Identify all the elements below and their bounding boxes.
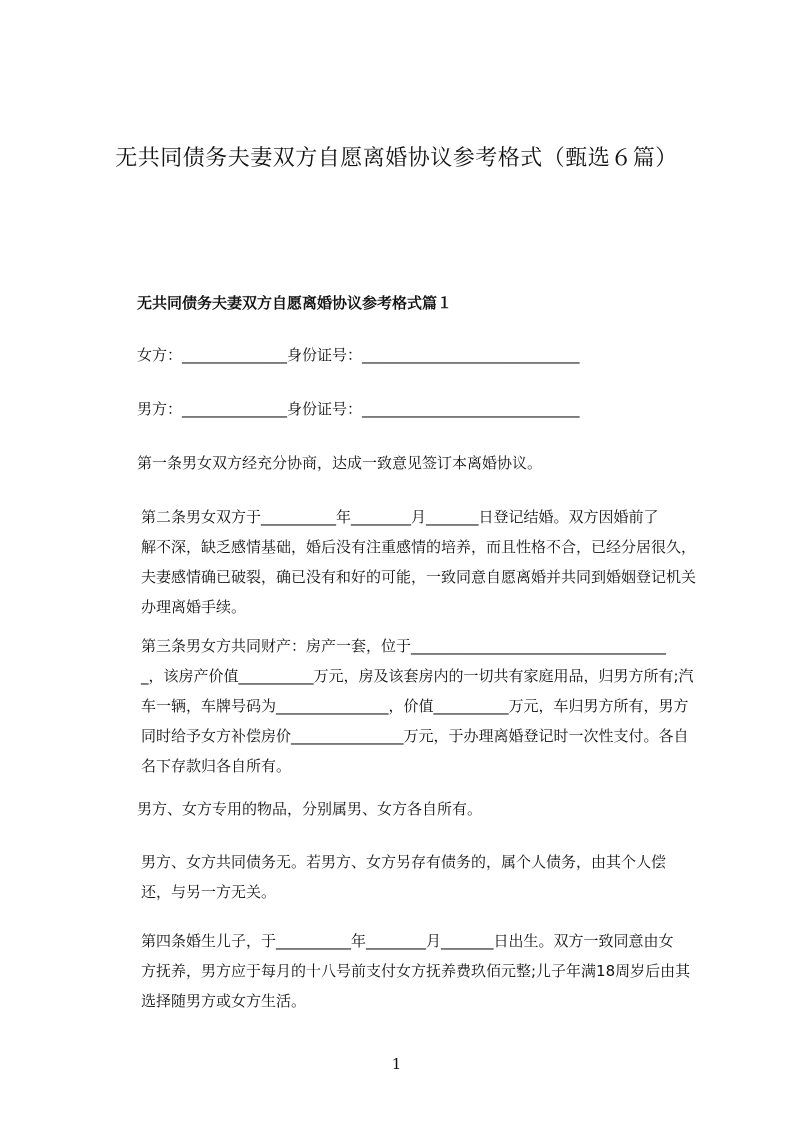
article-4-line: 第四条婚生儿子，于__________年________月_______日出生。双方一致同意由女 <box>141 932 674 950</box>
section-heading: 无共同债务夫妻双方自愿离婚协议参考格式篇１ <box>137 294 453 312</box>
article-2 <box>137 502 717 622</box>
personal-items-clause: 男方、女方专用的物品，分别属男、女方各自所有。 <box>137 800 483 818</box>
article-3-line: 同时给予女方补偿房价_______________万元，于办理离婚登记时一次性支付。各自 <box>141 727 689 745</box>
article-3-line: _，该房产价值__________万元，房及该套房内的一切共有家庭用品，归男方所有;汽 <box>141 667 694 685</box>
article-2-line: 夫妻感情确已破裂，确已没有和好的可能，一致同意自愿离婚并共同到婚姻登记机关 <box>141 568 697 586</box>
article-3-line: 车一辆，车牌号码为_______________，价值__________万元，车归男方所有，男方 <box>141 697 689 715</box>
article-2-line: 解不深，缺乏感情基础，婚后没有注重感情的培养，而且性格不合，已经分居很久， <box>141 538 697 556</box>
male-party-line: 男方：______________身份证号：_____________________________ <box>137 400 580 418</box>
article-3-line: 名下存款归各自所有。 <box>141 757 292 775</box>
document-title: 无共同债务夫妻双方自愿离婚协议参考格式（甄选６篇） <box>115 146 678 171</box>
article-3-line: 第三条男女方共同财产：房产一套，位于__________________________________ <box>141 637 667 655</box>
debt-clause <box>137 847 717 907</box>
article-4-line: 方抚养，男方应于每月的十八号前支付女方抚养费玖佰元整;儿子年满18周岁后由其 <box>141 962 691 980</box>
debt-clause-line: 还，与另一方无关。 <box>141 883 277 901</box>
article-2-line: 第二条男女双方于__________年________月_______日登记结婚。双方因婚前了 <box>141 508 659 526</box>
page-number: 1 <box>391 1055 402 1073</box>
article-4 <box>137 926 717 1016</box>
article-2-line: 办理离婚手续。 <box>141 598 247 616</box>
article-3 <box>137 631 717 781</box>
article-1: 第一条男女双方经充分协商，达成一致意见签订本离婚协议。 <box>137 454 543 472</box>
female-party-line: 女方：______________身份证号：_____________________________ <box>137 346 580 364</box>
article-4-line: 选择随男方或女方生活。 <box>141 992 307 1010</box>
debt-clause-line: 男方、女方共同债务无。若男方、女方另存有债务的，属个人债务，由其个人偿 <box>141 853 667 871</box>
